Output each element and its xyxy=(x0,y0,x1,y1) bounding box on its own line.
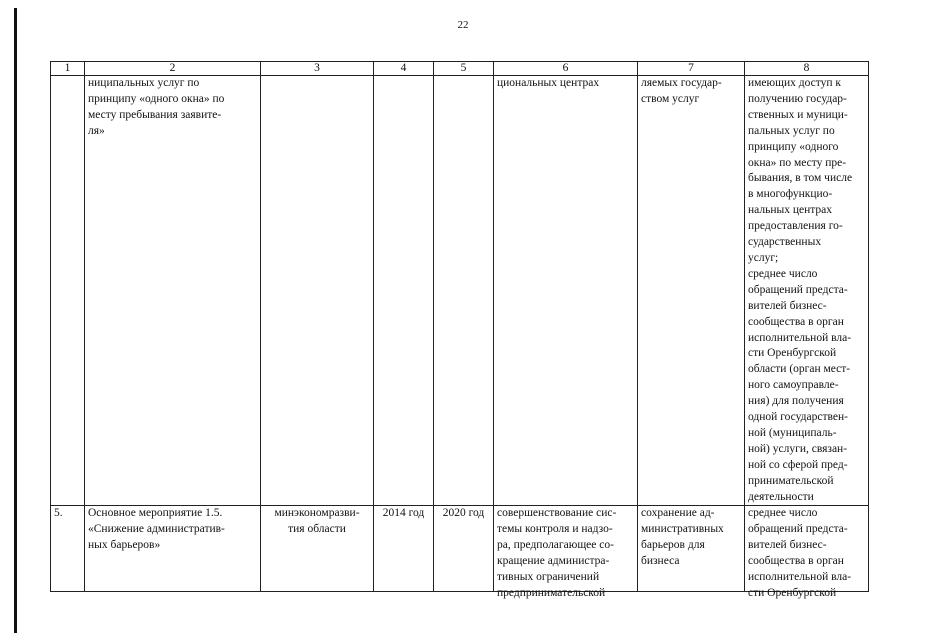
cell-text-line: принципу «одного xyxy=(748,140,839,153)
cell-text-line: получению государ- xyxy=(748,92,847,105)
page-number: 22 xyxy=(457,19,469,31)
row-number-text: 5. xyxy=(54,507,63,520)
expected-result-cell xyxy=(494,76,638,506)
cell-text-line: ственных и муници- xyxy=(748,108,848,121)
column-header: 6 xyxy=(494,62,638,76)
cell-text-line: предпринимательской xyxy=(497,587,606,599)
cell-text-line: одной государствен- xyxy=(748,411,848,424)
indicator-cell xyxy=(745,506,869,599)
cell-text-line: ниципальных услуг по xyxy=(88,77,200,89)
cell-text-line: услуг; xyxy=(748,251,779,264)
cell-text xyxy=(748,506,865,601)
cell-text-line: бывания, в том числе xyxy=(748,172,853,185)
column-header: 3 xyxy=(261,62,374,76)
start-year-cell xyxy=(374,76,434,506)
cell-text-line: ля» xyxy=(88,124,105,137)
cell-text-line: обращений предста- xyxy=(748,283,848,296)
column-header: 5 xyxy=(434,62,494,76)
start-year-cell xyxy=(374,506,434,592)
cell-text-line: сти Оренбургской xyxy=(748,587,837,599)
indicator-cell xyxy=(745,76,869,506)
cell-text xyxy=(497,76,634,92)
cell-text-line: ной со сферой пред- xyxy=(748,458,848,471)
cell-text-line: бизнеса xyxy=(641,555,680,568)
cell-text-line: сообщества в орган xyxy=(748,315,844,328)
cell-text-line: окна» по месту пре- xyxy=(748,156,847,169)
cell-text-line: тивных ограничений xyxy=(497,571,600,584)
cell-text-line: барьеров для xyxy=(641,539,705,552)
table-row xyxy=(51,76,869,506)
column-header: 4 xyxy=(374,62,434,76)
left-margin-rule xyxy=(14,8,17,633)
cell-text-line: ных барьеров» xyxy=(88,539,161,552)
row-number-cell xyxy=(51,76,85,506)
cell-text-line: принципу «одного окна» по xyxy=(88,92,225,105)
table-header-row xyxy=(51,62,869,76)
cell-text-line: сударственных xyxy=(748,236,822,249)
cell-text-line: Основное мероприятие 1.5. xyxy=(88,507,223,520)
cell-text-line: исполнительной вла- xyxy=(748,331,852,344)
table-row xyxy=(51,506,869,592)
consequences-cell xyxy=(638,506,745,592)
cell-text-line: пальных услуг по xyxy=(748,124,835,137)
column-header: 1 xyxy=(51,62,85,76)
cell-text-line: министративных xyxy=(641,523,724,536)
executor-cell xyxy=(261,506,374,592)
cell-text-line: циональных центрах xyxy=(497,77,600,89)
cell-text xyxy=(497,506,634,601)
cell-text-line: среднее число xyxy=(748,507,818,520)
cell-text xyxy=(748,76,865,505)
cell-text-line: темы контроля и надзо- xyxy=(497,523,613,536)
cell-text xyxy=(88,76,257,140)
cell-text xyxy=(88,506,257,554)
cell-text-line: месту пребывания заявите- xyxy=(88,108,222,121)
column-header: 7 xyxy=(638,62,745,76)
end-year-text: 2020 год xyxy=(442,507,485,520)
cell-text-line: вителей бизнес- xyxy=(748,539,827,552)
cell-text-line: в многофункцио- xyxy=(748,188,833,201)
cell-text-line: совершенствование сис- xyxy=(497,507,617,520)
cell-text-line: ной (муниципаль- xyxy=(748,426,837,439)
cell-text-line: обращений предста- xyxy=(748,523,848,536)
cell-text-line: ной) услуги, связан- xyxy=(748,442,848,455)
expected-result-cell xyxy=(494,506,638,599)
cell-text-line: вителей бизнес- xyxy=(748,299,827,312)
cell-text-line: сти Оренбургской xyxy=(748,347,837,360)
end-year-cell xyxy=(434,76,494,506)
row-number-cell xyxy=(51,506,85,592)
end-year-cell xyxy=(434,506,494,592)
cell-text-line: среднее число xyxy=(748,267,818,280)
cell-text-line: ляемых государ- xyxy=(641,77,722,89)
document-table xyxy=(50,61,869,599)
cell-text-line: исполнительной вла- xyxy=(748,571,852,584)
event-name-cell xyxy=(85,506,261,592)
cell-text-line: ния) для получения xyxy=(748,395,844,408)
cell-text-line: ного самоуправле- xyxy=(748,379,839,392)
executor-cell xyxy=(261,76,374,506)
cell-text-line: ством услуг xyxy=(641,92,700,105)
cell-text-line: деятельности xyxy=(748,490,814,503)
cell-text-line: кращение администра- xyxy=(497,555,610,568)
cell-text xyxy=(641,76,741,108)
cell-text-line: «Снижение административ- xyxy=(88,523,225,536)
cell-text-line: сообщества в орган xyxy=(748,555,844,568)
cell-text-line: ра, предполагающее со- xyxy=(497,539,614,552)
cell-text xyxy=(641,506,741,570)
cell-text-line: нальных центрах xyxy=(748,204,833,217)
cell-text-line: имеющих доступ к xyxy=(748,77,841,89)
cell-text-line: области (орган мест- xyxy=(748,363,851,376)
cell-text-line: принимательской xyxy=(748,474,834,487)
column-header: 8 xyxy=(745,62,869,76)
cell-text-line: сохранение ад- xyxy=(641,507,715,520)
event-name-cell xyxy=(85,76,261,506)
cell-text-line: тия области xyxy=(288,523,346,536)
start-year-text: 2014 год xyxy=(382,507,425,520)
cell-text xyxy=(264,506,370,538)
column-header: 2 xyxy=(85,62,261,76)
consequences-cell xyxy=(638,76,745,506)
cell-text-line: минэкономразви- xyxy=(274,507,360,520)
cell-text-line: предоставления го- xyxy=(748,220,843,233)
